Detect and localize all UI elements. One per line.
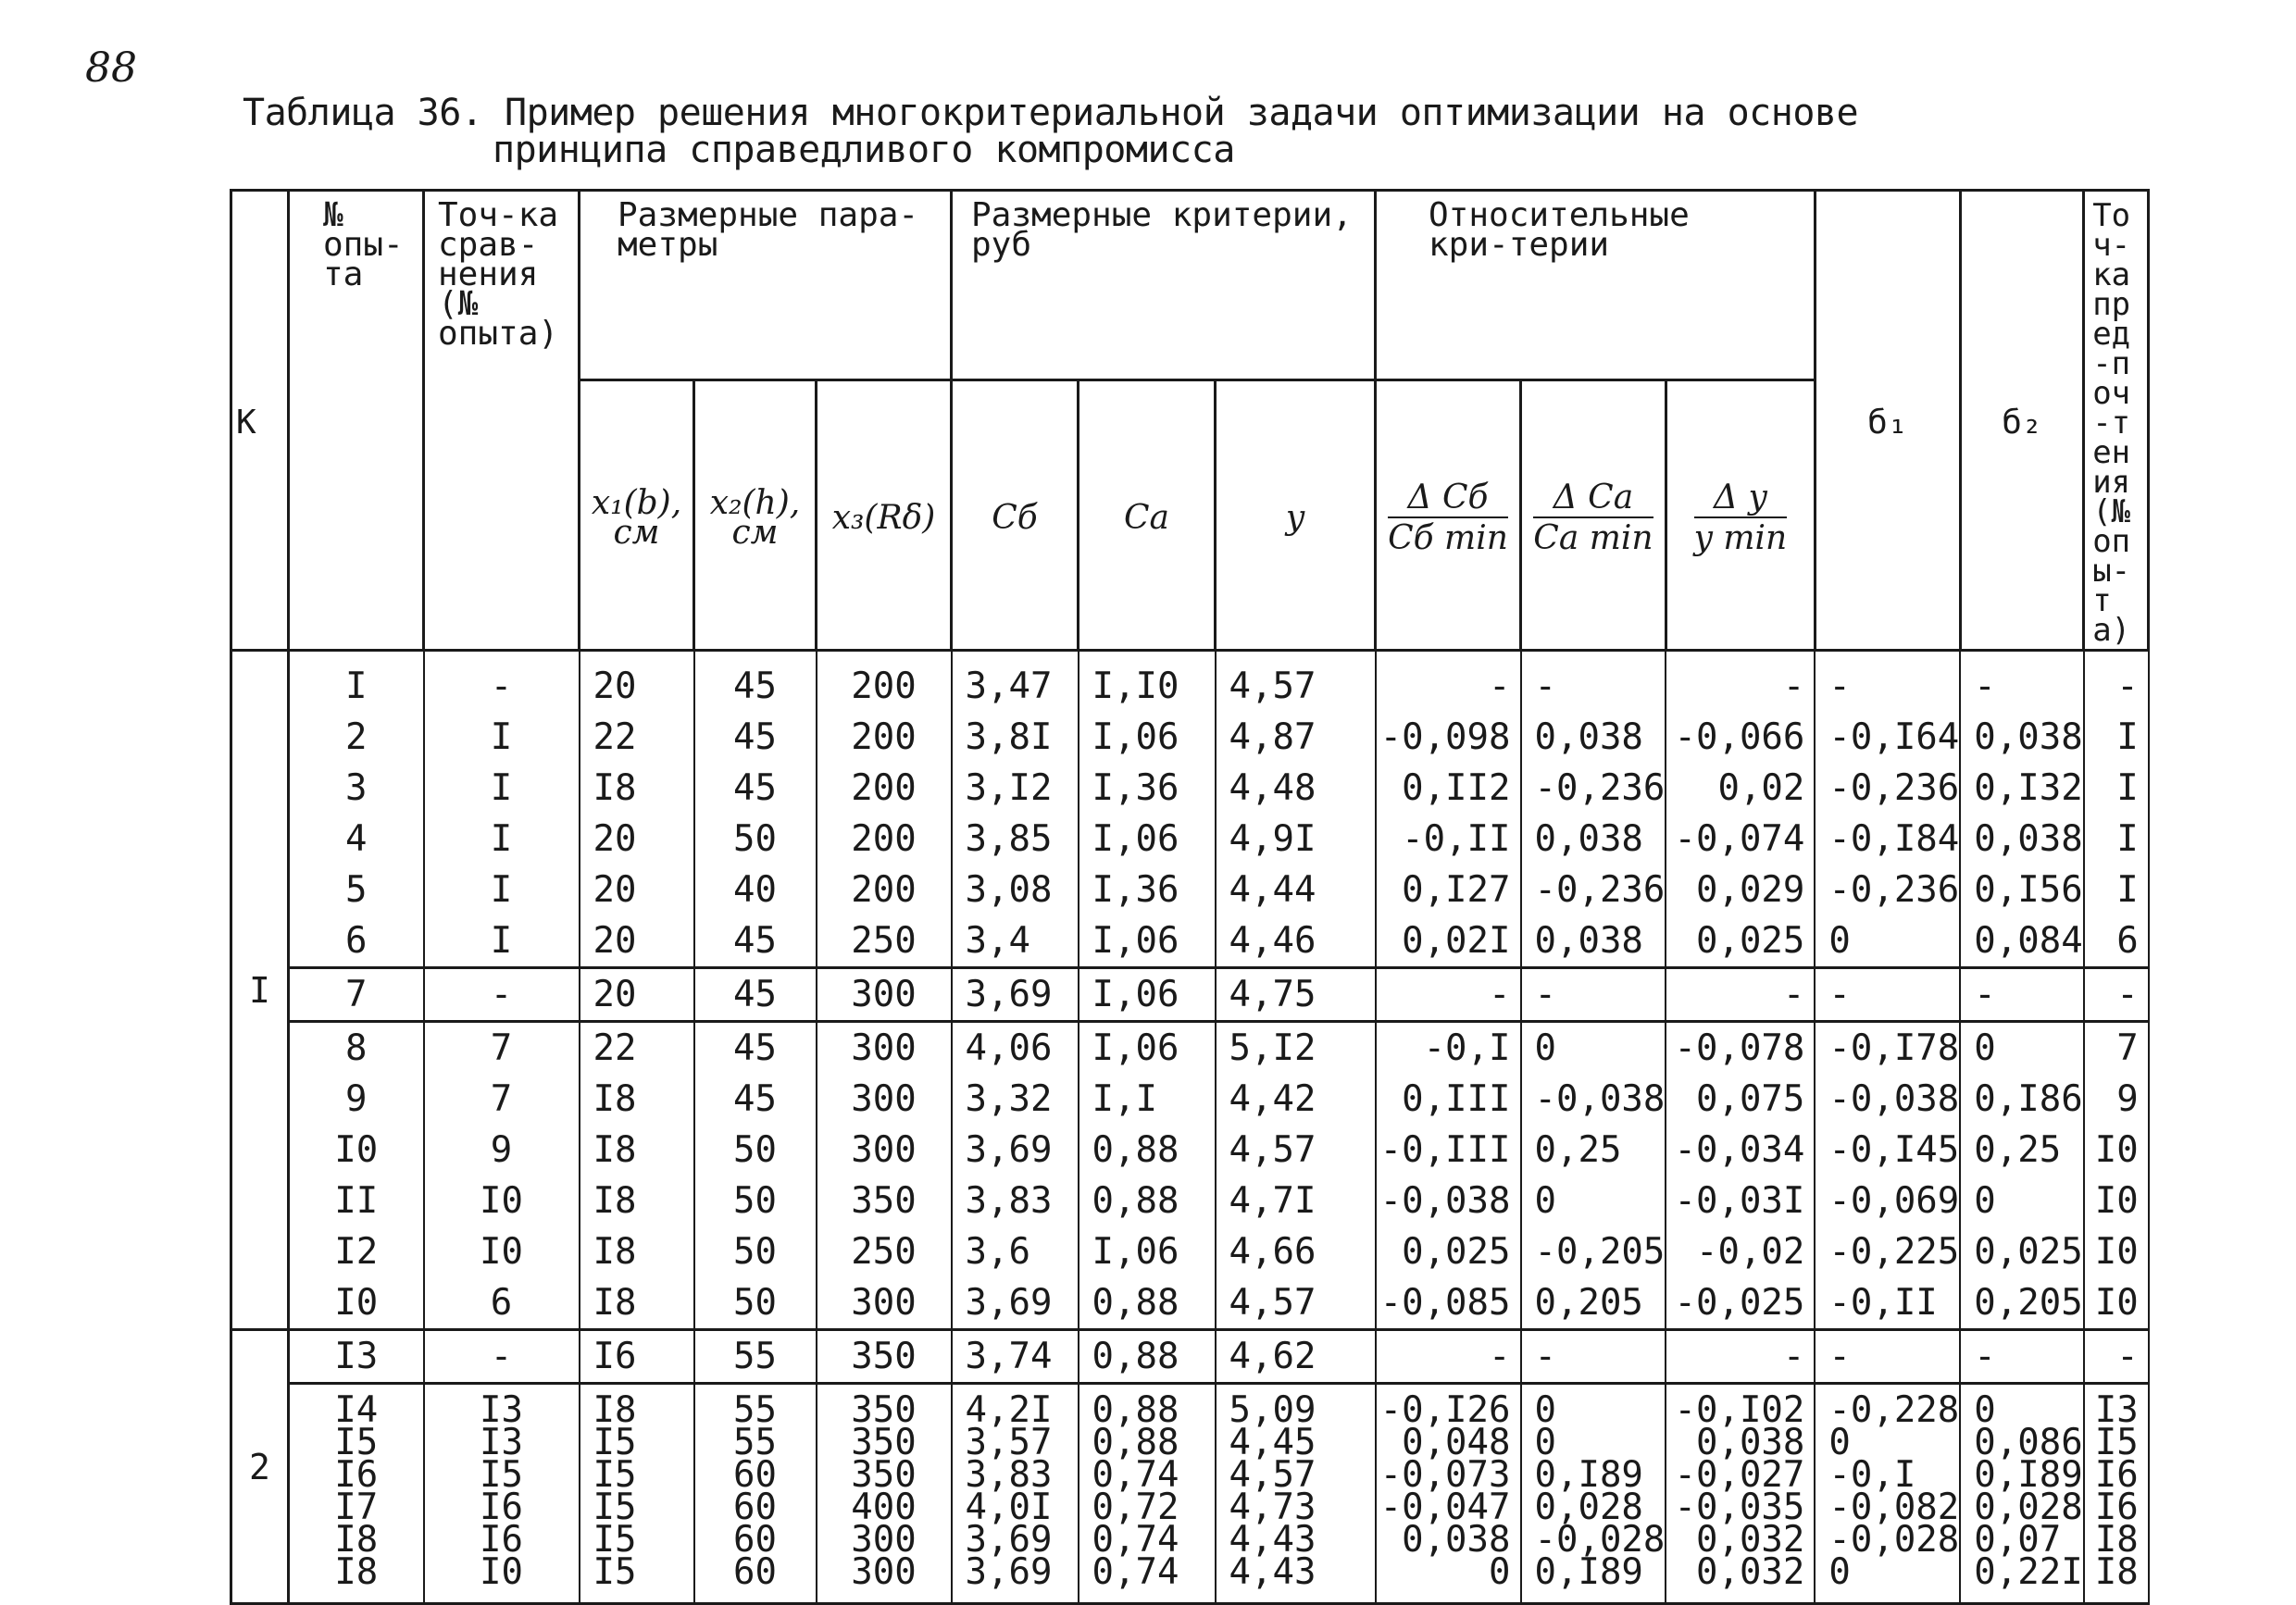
cell-opyt: 7 <box>289 968 424 1022</box>
cell-delta-cb: 0,I27 <box>1376 865 1521 915</box>
cell-sigma-2: 0,25 <box>1960 1125 2083 1176</box>
cell-comparison-point: 6 <box>424 1277 580 1330</box>
cell-delta-ca: -0,236 <box>1521 763 1666 814</box>
cell-preference-point: I0 <box>2084 1176 2149 1226</box>
cell-cb: 4,06 <box>952 1022 1079 1075</box>
cell-opyt: 2 <box>289 712 424 763</box>
cell-cb: 3,69 <box>952 968 1079 1022</box>
cell-delta-ca: -0,236 <box>1521 865 1666 915</box>
cell-cb: 3,8I <box>952 712 1079 763</box>
cell-sigma-2: - <box>1960 651 2083 713</box>
cell-opyt: I2 <box>289 1226 424 1277</box>
cell-block-preference-point: I3 I5 I6 I6 I8 I8 <box>2084 1384 2149 1604</box>
cell-opyt: 9 <box>289 1074 424 1125</box>
header-comparison-point: Точ-ка срав-нения (№ опыта) <box>424 191 580 651</box>
cell-x2: 45 <box>694 915 817 968</box>
cell-ca: 0,88 <box>1079 1277 1216 1330</box>
cell-block-delta-y: -0,I02 0,038 -0,027 -0,035 0,032 0,032 <box>1666 1384 1815 1604</box>
cell-preference-point: I0 <box>2084 1277 2149 1330</box>
header-x1-unit: см <box>613 513 660 552</box>
cell-cb: 3,74 <box>952 1330 1079 1384</box>
cell-y: 4,48 <box>1216 763 1376 814</box>
table-caption <box>243 92 1859 171</box>
cell-block-sigma-1: -0,228 0 -0,I -0,082 -0,028 0 <box>1815 1384 1960 1604</box>
cell-opyt: 8 <box>289 1022 424 1075</box>
header-delta-y <box>1666 380 1815 651</box>
cell-delta-ca: 0 <box>1521 1022 1666 1075</box>
cell-x1: I8 <box>580 1277 694 1330</box>
header-delta-ca <box>1521 380 1666 651</box>
header-x2-label: x₂(h), <box>709 483 801 522</box>
cell-sigma-1: -0,236 <box>1815 865 1960 915</box>
cell-sigma-1: - <box>1815 968 1960 1022</box>
cell-comparison-point: 9 <box>424 1125 580 1176</box>
cell-delta-y: - <box>1666 968 1815 1022</box>
cell-delta-y: -0,034 <box>1666 1125 1815 1176</box>
cell-delta-cb: 0,II2 <box>1376 763 1521 814</box>
header-delta-ca-den: Ca min <box>1533 518 1653 557</box>
cell-delta-cb: - <box>1376 968 1521 1022</box>
cell-opyt: 4 <box>289 814 424 865</box>
cell-y: 4,57 <box>1216 1277 1376 1330</box>
cell-comparison-point: - <box>424 968 580 1022</box>
cell-x1: 22 <box>580 1022 694 1075</box>
table-row <box>231 712 2149 763</box>
cell-cb: 3,I2 <box>952 763 1079 814</box>
cell-delta-y: - <box>1666 1330 1815 1384</box>
cell-ca: I,06 <box>1079 712 1216 763</box>
table-row <box>231 651 2149 713</box>
cell-x3: 200 <box>817 865 952 915</box>
cell-sigma-2: - <box>1960 968 2083 1022</box>
cell-y: 4,46 <box>1216 915 1376 968</box>
cell-delta-cb: 0,025 <box>1376 1226 1521 1277</box>
cell-delta-y: -0,025 <box>1666 1277 1815 1330</box>
cell-sigma-2: 0,038 <box>1960 814 2083 865</box>
cell-block-y: 5,09 4,45 4,57 4,73 4,43 4,43 <box>1216 1384 1376 1604</box>
cell-y: 5,I2 <box>1216 1022 1376 1075</box>
cell-comparison-point: I <box>424 915 580 968</box>
cell-sigma-2: - <box>1960 1330 2083 1384</box>
cell-x3: 350 <box>817 1176 952 1226</box>
cell-delta-ca: 0 <box>1521 1176 1666 1226</box>
cell-delta-cb: - <box>1376 1330 1521 1384</box>
cell-opyt: I3 <box>289 1330 424 1384</box>
cell-ca: I,36 <box>1079 763 1216 814</box>
cell-delta-ca: - <box>1521 651 1666 713</box>
header-y: y <box>1216 380 1376 651</box>
cell-preference-point: 6 <box>2084 915 2149 968</box>
cell-ca: I,06 <box>1079 814 1216 865</box>
cell-x3: 200 <box>817 814 952 865</box>
header-x1-label: x₁(b), <box>591 483 682 522</box>
cell-preference-point: I <box>2084 712 2149 763</box>
header-delta-cb-den: Cб min <box>1388 518 1508 557</box>
table-row <box>231 1226 2149 1277</box>
table-row <box>231 1176 2149 1226</box>
cell-preference-point: I0 <box>2084 1125 2149 1176</box>
cell-preference-point: I <box>2084 865 2149 915</box>
cell-x1: 22 <box>580 712 694 763</box>
cell-ca: I,I0 <box>1079 651 1216 713</box>
cell-opyt: II <box>289 1176 424 1226</box>
cell-y: 4,75 <box>1216 968 1376 1022</box>
cell-x1: I8 <box>580 1125 694 1176</box>
cell-comparison-point: I <box>424 763 580 814</box>
cell-x2: 45 <box>694 763 817 814</box>
group-1-body <box>231 651 2149 1330</box>
cell-sigma-2: 0,I32 <box>1960 763 2083 814</box>
cell-opyt: I0 <box>289 1125 424 1176</box>
cell-delta-y: -0,03I <box>1666 1176 1815 1226</box>
page-number: 88 <box>85 44 137 92</box>
table-row <box>231 968 2149 1022</box>
cell-x2: 50 <box>694 1125 817 1176</box>
cell-delta-y: -0,066 <box>1666 712 1815 763</box>
cell-x2: 55 <box>694 1330 817 1384</box>
cell-x1: 20 <box>580 968 694 1022</box>
cell-block-x1: I8 I5 I5 I5 I5 I5 <box>580 1384 694 1604</box>
cell-x2: 40 <box>694 865 817 915</box>
header-relative-criteria: Относительные кри-терии <box>1376 191 1816 380</box>
cell-x1: 20 <box>580 915 694 968</box>
cell-x1: 20 <box>580 651 694 713</box>
cell-comparison-point: I0 <box>424 1226 580 1277</box>
caption-line-2: принципа справедливого компромисса <box>493 129 1235 171</box>
cell-x2: 50 <box>694 1226 817 1277</box>
cell-delta-ca: 0,205 <box>1521 1277 1666 1330</box>
cell-y: 4,57 <box>1216 1125 1376 1176</box>
cell-ca: I,06 <box>1079 968 1216 1022</box>
cell-cb: 3,83 <box>952 1176 1079 1226</box>
table-row-block <box>231 1384 2149 1604</box>
table-row <box>231 1022 2149 1075</box>
cell-delta-y: -0,078 <box>1666 1022 1815 1075</box>
cell-sigma-2: 0,I86 <box>1960 1074 2083 1125</box>
cell-x3: 300 <box>817 1074 952 1125</box>
cell-sigma-1: - <box>1815 651 1960 713</box>
header-x1 <box>580 380 694 651</box>
group-k-value: I <box>231 651 289 1330</box>
cell-preference-point: I0 <box>2084 1226 2149 1277</box>
cell-delta-ca: -0,038 <box>1521 1074 1666 1125</box>
table-row <box>231 1277 2149 1330</box>
cell-ca: 0,88 <box>1079 1125 1216 1176</box>
cell-delta-cb: 0,III <box>1376 1074 1521 1125</box>
cell-preference-point: - <box>2084 1330 2149 1384</box>
cell-x3: 250 <box>817 915 952 968</box>
cell-delta-y: 0,075 <box>1666 1074 1815 1125</box>
table-row <box>231 763 2149 814</box>
cell-x1: I8 <box>580 1226 694 1277</box>
cell-opyt: 5 <box>289 865 424 915</box>
cell-x2: 45 <box>694 968 817 1022</box>
results-table <box>230 189 2150 1605</box>
cell-comparison-point: I <box>424 712 580 763</box>
cell-y: 4,44 <box>1216 865 1376 915</box>
cell-block-ca: 0,88 0,88 0,74 0,72 0,74 0,74 <box>1079 1384 1216 1604</box>
table-row <box>231 1125 2149 1176</box>
cell-y: 4,9I <box>1216 814 1376 865</box>
cell-block-delta-cb: -0,I26 0,048 -0,073 -0,047 0,038 0 <box>1376 1384 1521 1604</box>
cell-x1: I6 <box>580 1330 694 1384</box>
group-2-body <box>231 1330 2149 1604</box>
header-delta-y-num: Δ y <box>1694 483 1788 518</box>
cell-x1: I8 <box>580 1176 694 1226</box>
cell-x3: 300 <box>817 1022 952 1075</box>
cell-delta-y: 0,029 <box>1666 865 1815 915</box>
cell-cb: 3,85 <box>952 814 1079 865</box>
cell-comparison-point: - <box>424 651 580 713</box>
cell-x3: 350 <box>817 1330 952 1384</box>
cell-x1: I8 <box>580 763 694 814</box>
cell-delta-ca: -0,205 <box>1521 1226 1666 1277</box>
group-k-value: 2 <box>231 1330 289 1604</box>
table-row <box>231 915 2149 968</box>
cell-sigma-1: -0,038 <box>1815 1074 1960 1125</box>
cell-y: 4,7I <box>1216 1176 1376 1226</box>
cell-x2: 50 <box>694 1176 817 1226</box>
cell-sigma-2: 0 <box>1960 1022 2083 1075</box>
caption-line-1: Таблица 36. Пример решения многокритериальной задачи оптимизации на основе <box>243 92 1859 134</box>
cell-y: 4,42 <box>1216 1074 1376 1125</box>
cell-x2: 50 <box>694 1277 817 1330</box>
cell-sigma-1: -0,069 <box>1815 1176 1960 1226</box>
header-cb: Cб <box>952 380 1079 651</box>
cell-x1: 20 <box>580 814 694 865</box>
cell-preference-point: 9 <box>2084 1074 2149 1125</box>
cell-sigma-2: 0 <box>1960 1176 2083 1226</box>
cell-sigma-1: -0,225 <box>1815 1226 1960 1277</box>
cell-sigma-2: 0,205 <box>1960 1277 2083 1330</box>
cell-ca: I,I <box>1079 1074 1216 1125</box>
cell-block-delta-ca: 0 0 0,I89 0,028 -0,028 0,I89 <box>1521 1384 1666 1604</box>
cell-block-opyt: I4 I5 I6 I7 I8 I8 <box>289 1384 424 1604</box>
header-delta-cb <box>1376 380 1521 651</box>
cell-sigma-1: -0,I64 <box>1815 712 1960 763</box>
cell-delta-ca: 0,038 <box>1521 712 1666 763</box>
header-opyt: № опы-та <box>289 191 424 651</box>
cell-preference-point: I <box>2084 814 2149 865</box>
cell-block-x2: 55 55 60 60 60 60 <box>694 1384 817 1604</box>
cell-comparison-point: I <box>424 865 580 915</box>
cell-delta-cb: - <box>1376 651 1521 713</box>
cell-comparison-point: 7 <box>424 1022 580 1075</box>
cell-y: 4,57 <box>1216 651 1376 713</box>
cell-preference-point: I <box>2084 763 2149 814</box>
cell-delta-ca: - <box>1521 968 1666 1022</box>
cell-cb: 3,4 <box>952 915 1079 968</box>
cell-sigma-2: 0,084 <box>1960 915 2083 968</box>
cell-x2: 45 <box>694 1022 817 1075</box>
header-delta-y-den: y min <box>1693 518 1788 557</box>
cell-delta-ca: 0,038 <box>1521 915 1666 968</box>
cell-delta-y: -0,074 <box>1666 814 1815 865</box>
cell-x1: I8 <box>580 1074 694 1125</box>
cell-sigma-1: 0 <box>1815 915 1960 968</box>
cell-preference-point: - <box>2084 968 2149 1022</box>
header-delta-cb-num: Δ Cб <box>1388 483 1508 518</box>
cell-cb: 3,32 <box>952 1074 1079 1125</box>
cell-comparison-point: I0 <box>424 1176 580 1226</box>
cell-ca: I,06 <box>1079 1226 1216 1277</box>
cell-sigma-1: -0,I84 <box>1815 814 1960 865</box>
table-row <box>231 814 2149 865</box>
cell-delta-cb: -0,098 <box>1376 712 1521 763</box>
cell-block-cb: 4,2I 3,57 3,83 4,0I 3,69 3,69 <box>952 1384 1079 1604</box>
header-preference-point: Точ-ка пред-поч-тения (№ опы-та) <box>2084 191 2149 651</box>
cell-sigma-2: 0,I56 <box>1960 865 2083 915</box>
cell-x2: 45 <box>694 1074 817 1125</box>
cell-block-x3: 350 350 350 400 300 300 <box>817 1384 952 1604</box>
header-x3: x₃(Rδ) <box>817 380 952 651</box>
cell-x1: 20 <box>580 865 694 915</box>
table-row <box>231 1074 2149 1125</box>
cell-comparison-point: - <box>424 1330 580 1384</box>
cell-sigma-1: -0,I45 <box>1815 1125 1960 1176</box>
cell-x3: 250 <box>817 1226 952 1277</box>
cell-cb: 3,6 <box>952 1226 1079 1277</box>
cell-block-sigma-2: 0 0,086 0,I89 0,028 0,07 0,22I <box>1960 1384 2083 1604</box>
cell-y: 4,87 <box>1216 712 1376 763</box>
cell-ca: I,06 <box>1079 1022 1216 1075</box>
cell-opyt: I <box>289 651 424 713</box>
cell-ca: I,36 <box>1079 865 1216 915</box>
cell-delta-cb: -0,III <box>1376 1125 1521 1176</box>
header-sigma-2: б₂ <box>1960 191 2083 651</box>
cell-sigma-2: 0,025 <box>1960 1226 2083 1277</box>
cell-y: 4,66 <box>1216 1226 1376 1277</box>
cell-delta-cb: -0,II <box>1376 814 1521 865</box>
cell-delta-cb: -0,I <box>1376 1022 1521 1075</box>
cell-y: 4,62 <box>1216 1330 1376 1384</box>
cell-ca: I,06 <box>1079 915 1216 968</box>
header-delta-ca-num: Δ Ca <box>1533 483 1653 518</box>
cell-delta-y: 0,025 <box>1666 915 1815 968</box>
cell-delta-y: - <box>1666 651 1815 713</box>
cell-opyt: 6 <box>289 915 424 968</box>
cell-delta-cb: -0,038 <box>1376 1176 1521 1226</box>
table-row <box>231 1330 2149 1384</box>
header-x2 <box>694 380 817 651</box>
cell-sigma-1: -0,II <box>1815 1277 1960 1330</box>
cell-delta-ca: 0,038 <box>1521 814 1666 865</box>
header-ca: Ca <box>1079 380 1216 651</box>
cell-delta-y: 0,02 <box>1666 763 1815 814</box>
cell-opyt: I0 <box>289 1277 424 1330</box>
cell-preference-point: - <box>2084 651 2149 713</box>
cell-x2: 45 <box>694 651 817 713</box>
cell-x2: 50 <box>694 814 817 865</box>
cell-x2: 45 <box>694 712 817 763</box>
header-dimensional-criteria: Размерные критерии, руб <box>952 191 1376 380</box>
cell-opyt: 3 <box>289 763 424 814</box>
cell-cb: 3,69 <box>952 1125 1079 1176</box>
cell-block-comparison-point: I3 I3 I5 I6 I6 I0 <box>424 1384 580 1604</box>
cell-delta-cb: -0,085 <box>1376 1277 1521 1330</box>
cell-cb: 3,47 <box>952 651 1079 713</box>
cell-x3: 300 <box>817 1277 952 1330</box>
header-dimensional-parameters: Размерные пара-метры <box>580 191 952 380</box>
cell-preference-point: 7 <box>2084 1022 2149 1075</box>
cell-sigma-1: -0,236 <box>1815 763 1960 814</box>
cell-cb: 3,08 <box>952 865 1079 915</box>
cell-x3: 200 <box>817 712 952 763</box>
header-x2-unit: см <box>731 513 779 552</box>
cell-comparison-point: 7 <box>424 1074 580 1125</box>
cell-sigma-2: 0,038 <box>1960 712 2083 763</box>
header-k: К <box>231 191 289 651</box>
cell-x3: 200 <box>817 763 952 814</box>
cell-ca: 0,88 <box>1079 1176 1216 1226</box>
table-row <box>231 865 2149 915</box>
cell-delta-y: -0,02 <box>1666 1226 1815 1277</box>
cell-cb: 3,69 <box>952 1277 1079 1330</box>
cell-sigma-1: -0,I78 <box>1815 1022 1960 1075</box>
cell-ca: 0,88 <box>1079 1330 1216 1384</box>
cell-sigma-1: - <box>1815 1330 1960 1384</box>
cell-delta-ca: 0,25 <box>1521 1125 1666 1176</box>
cell-delta-cb: 0,02I <box>1376 915 1521 968</box>
cell-x3: 300 <box>817 968 952 1022</box>
header-sigma-1: б₁ <box>1815 191 1960 651</box>
cell-comparison-point: I <box>424 814 580 865</box>
cell-x3: 300 <box>817 1125 952 1176</box>
cell-x3: 200 <box>817 651 952 713</box>
cell-delta-ca: - <box>1521 1330 1666 1384</box>
